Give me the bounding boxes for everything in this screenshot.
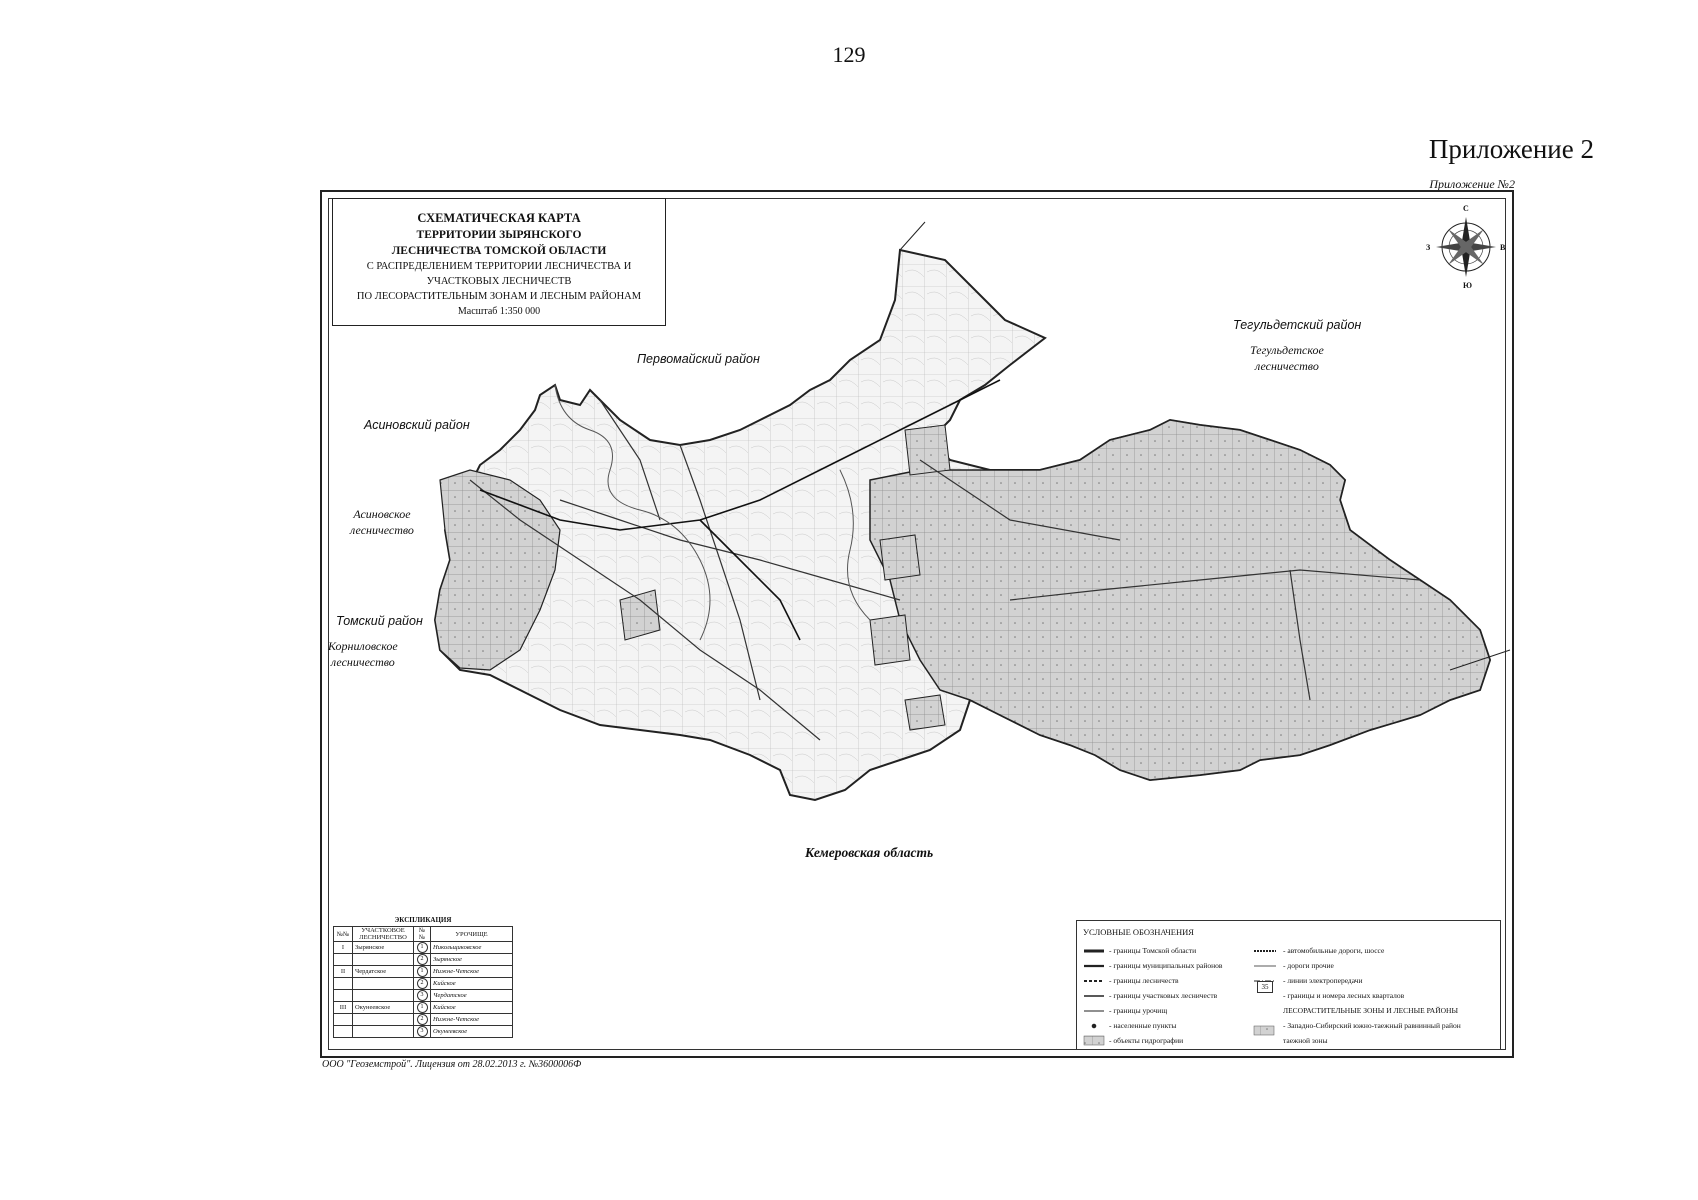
legend-item: - линии электропередачи [1283, 976, 1363, 985]
legend-item: - объекты гидрографии [1109, 1036, 1184, 1045]
map-scale: Масштаб 1:350 000 [457, 306, 541, 317]
legend-item: - Западно-Сибирский южно-таежный равнинный район [1283, 1021, 1461, 1030]
forestry-asinovskoe: Асиновское лесничество [350, 507, 414, 537]
legend-item: - границы и номера лесных кварталов [1283, 991, 1405, 1000]
compass-south: Ю [1463, 281, 1473, 290]
footer-credit: ООО "Геоземстрой". Лицензия от 28.02.2013 г. №3600006Ф [322, 1059, 582, 1070]
compass-rose [1436, 217, 1496, 277]
legend-title: УСЛОВНЫЕ ОБОЗНАЧЕНИЯ [1083, 927, 1194, 937]
map-title-line2: ТЕРРИТОРИИ ЗЫРЯНСКОГО [416, 229, 582, 241]
explication-row: III Окунеевское 1 Кийское [334, 1002, 513, 1014]
map-subtitle-line4: С РАСПРЕДЕЛЕНИЕМ ТЕРРИТОРИИ ЛЕСНИЧЕСТВА И [366, 261, 632, 272]
explication-row: 2 Нижне-Четское [334, 1014, 513, 1026]
legend-item: таежной зоны [1283, 1036, 1328, 1045]
page-number: 129 [832, 42, 866, 67]
compass-east: В [1500, 243, 1506, 252]
map-title-block [332, 198, 666, 326]
explication-row: II Чердатское 1 Нижне-Четское [334, 966, 513, 978]
legend-item: - границы Томской области [1109, 946, 1197, 955]
forestry-korniloskoe: Корниловское лесничество [328, 639, 398, 669]
region-asinovsky: Асиновский район [364, 418, 470, 432]
map-legend [1076, 920, 1501, 1050]
map-subtitle-line6: ПО ЛЕСОРАСТИТЕЛЬНЫМ ЗОНАМ И ЛЕСНЫМ РАЙОНАМ [356, 291, 642, 302]
explication-title: ЭКСПЛИКАЦИЯ [394, 916, 452, 924]
explication-row: 2 Зырянское [334, 954, 513, 966]
region-pervomaysky: Первомайский район [637, 352, 760, 366]
appendix-subtitle: Приложение №2 [1429, 177, 1515, 191]
region-kemerovo: Кемеровская область [805, 845, 934, 860]
map-title-line1: СХЕМАТИЧЕСКАЯ КАРТА [417, 211, 581, 225]
legend-item: - границы участковых лесничеств [1109, 991, 1218, 1000]
map-title-line3: ЛЕСНИЧЕСТВА ТОМСКОЙ ОБЛАСТИ [391, 245, 607, 257]
quarter-number-sample: 35 [1257, 981, 1273, 993]
explication-row: 3 Чердатское [334, 990, 513, 1002]
legend-item: - дороги прочие [1283, 961, 1334, 970]
appendix-title: Приложение 2 [1428, 134, 1594, 164]
map-subtitle-line5: УЧАСТКОВЫХ ЛЕСНИЧЕСТВ [426, 276, 572, 287]
legend-item: - населенные пункты [1109, 1021, 1177, 1030]
compass-west: З [1426, 243, 1431, 252]
explication-table: ЭКСПЛИКАЦИЯ №№ УЧАСТКОВОЕ ЛЕСНИЧЕСТВО №№ УРОЧИЩЕ I Зырянское 1 Никольщиковское 2 Зырянское II Чердатское 1 Нижне-Четское 2 Кийское 3 Чердатское III Окунеевское 1 Кийское 2 Нижне-Четское 3 Окунеевское [333, 916, 513, 1038]
forestry-tegultetskoe: Тегульдетское лесничество [1250, 343, 1324, 373]
legend-item: - границы лесничеств [1109, 976, 1179, 985]
explication-row: 3 Окунеевское [334, 1026, 513, 1038]
explication-row: I Зырянское 1 Никольщиковское [334, 942, 513, 954]
region-tegultetsky: Тегульдетский район [1233, 318, 1362, 332]
explication-row: 2 Кийское [334, 978, 513, 990]
legend-item: - границы муниципальных районов [1109, 961, 1223, 970]
legend-item: - автомобильные дороги, шоссе [1283, 946, 1385, 955]
region-tomsky: Томский район [336, 614, 423, 628]
legend-item: - границы урочищ [1109, 1006, 1168, 1015]
eastern-forest-area [870, 420, 1490, 780]
legend-item: ЛЕСОРАСТИТЕЛЬНЫЕ ЗОНЫ И ЛЕСНЫЕ РАЙОНЫ [1283, 1006, 1459, 1015]
compass-north: С [1463, 204, 1469, 213]
